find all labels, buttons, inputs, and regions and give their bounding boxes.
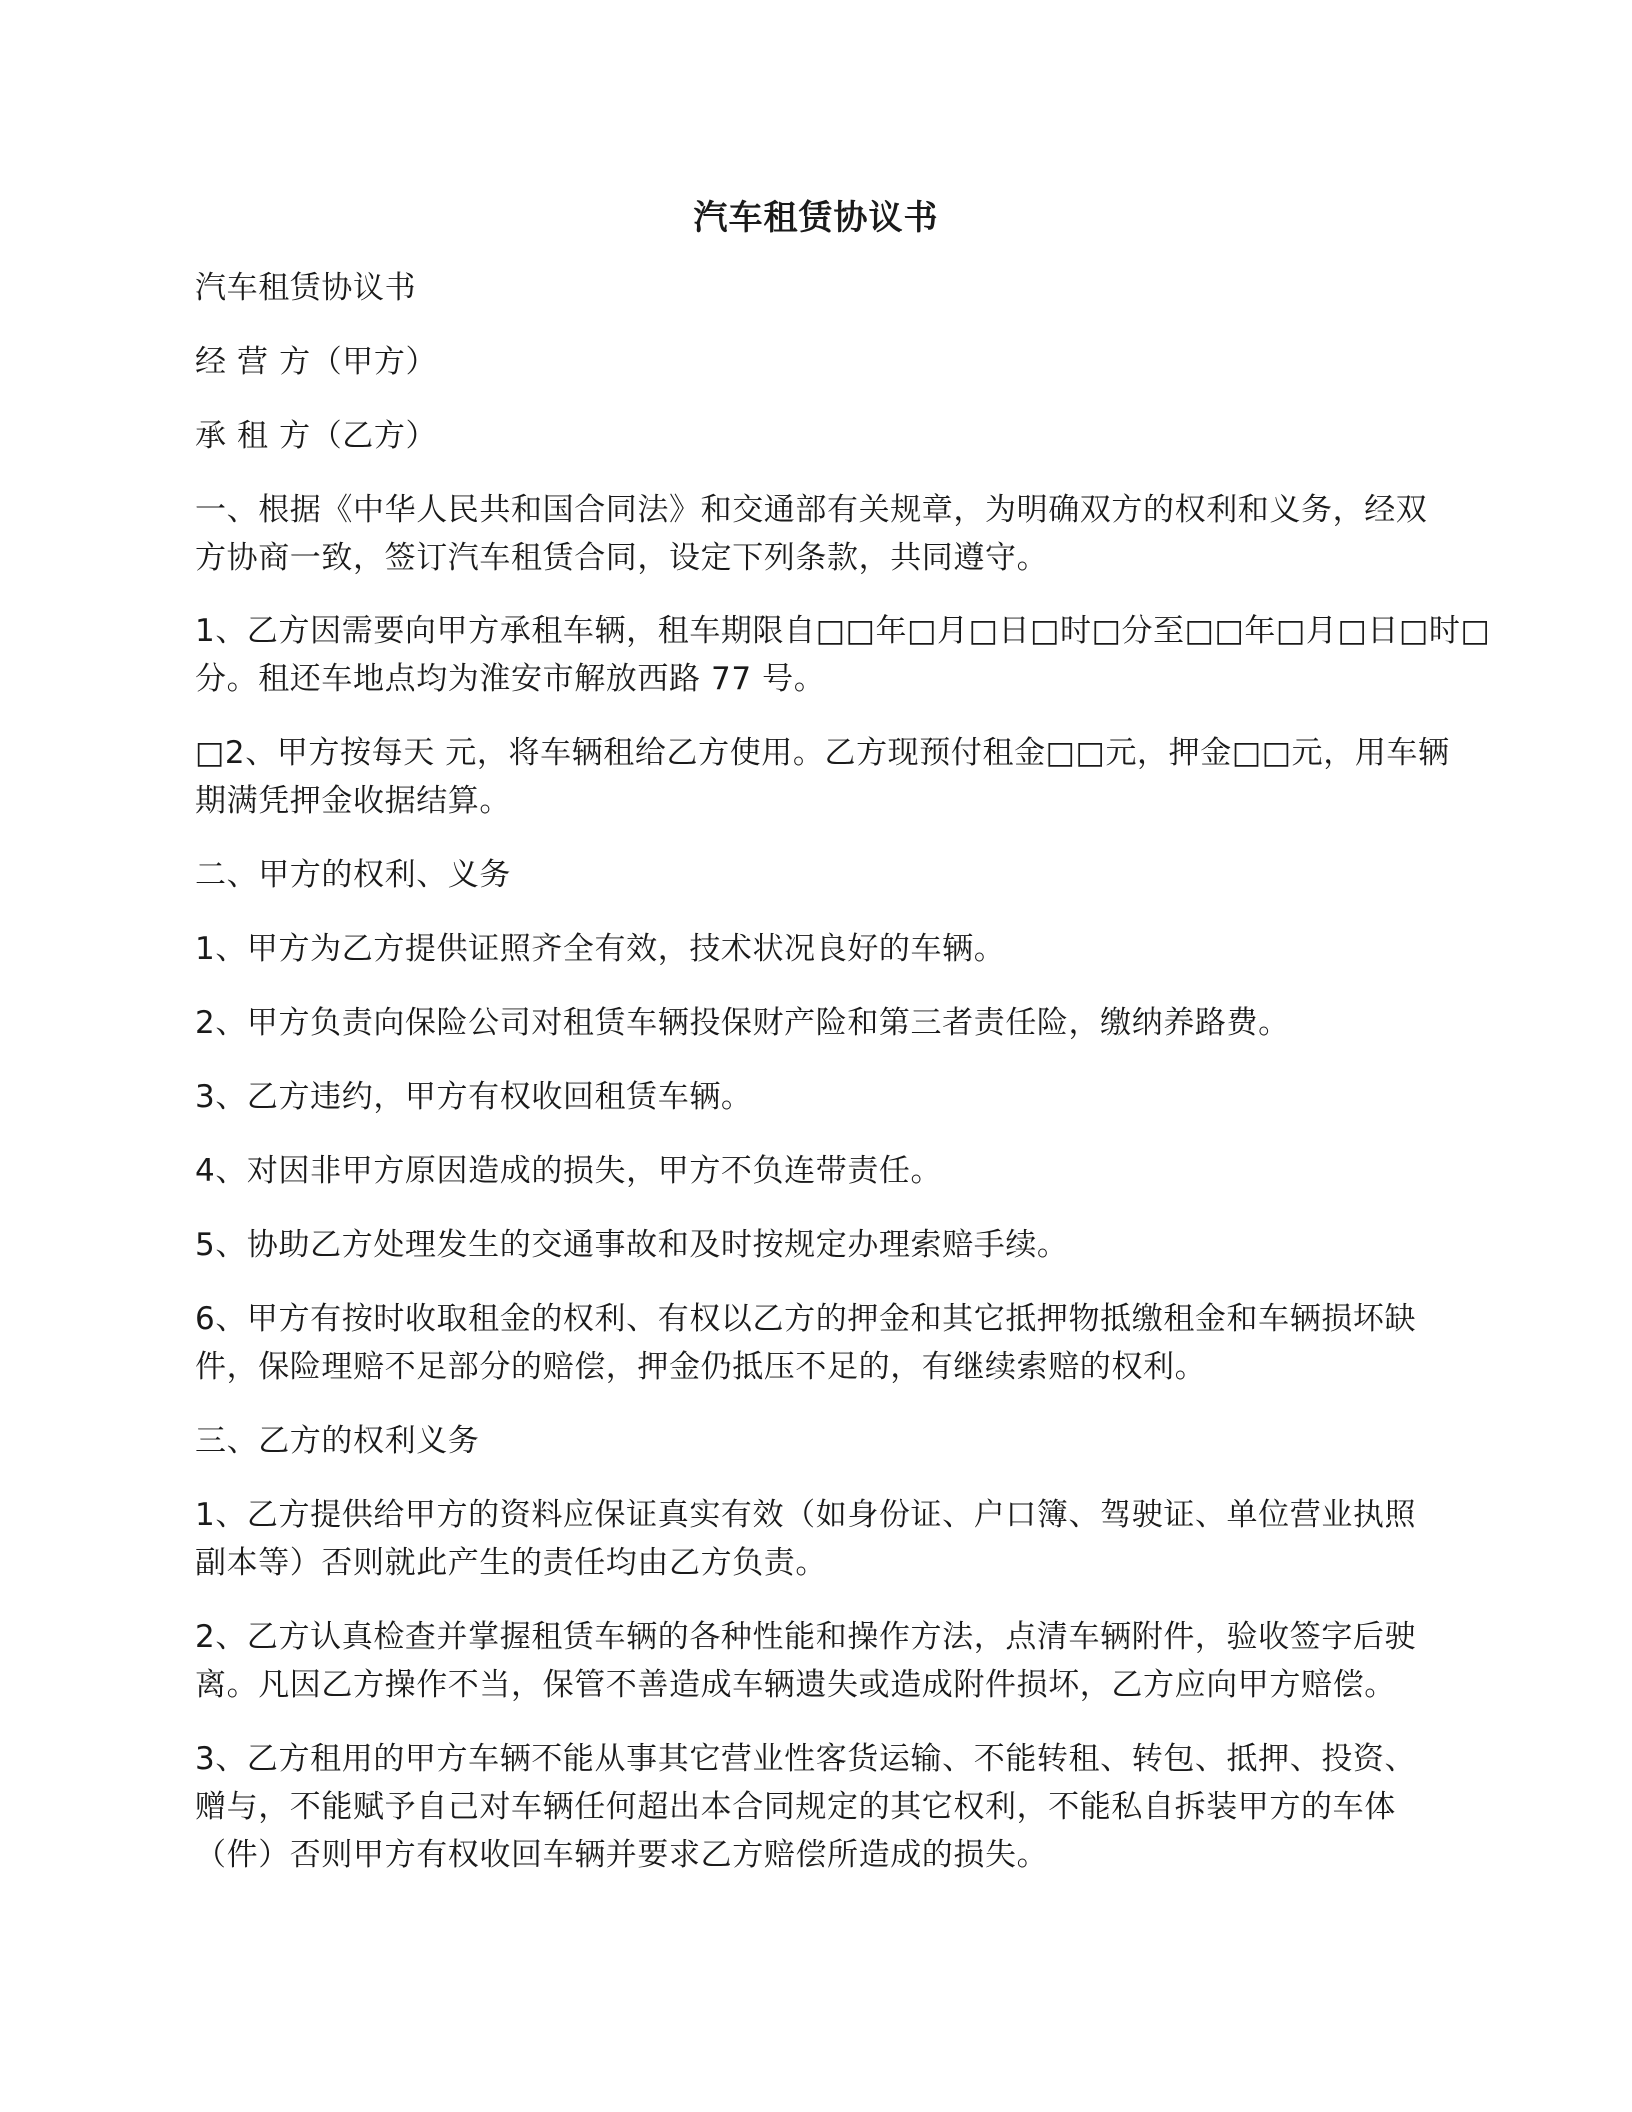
paragraph-line: 3、乙方违约，甲方有权收回租赁车辆。 [195,1079,753,1115]
paragraph-clause-2-5 [195,1221,1445,1269]
paragraph-line: 3、乙方租用的甲方车辆不能从事其它营业性客货运输、不能转租、转包、抵押、投资、 [195,1741,1417,1777]
paragraph-line: 6、甲方有按时收取租金的权利、有权以乙方的押金和其它抵押物抵缴租金和车辆损坏缺 [195,1301,1417,1337]
paragraph-line: 赠与，不能赋予自己对车辆任何超出本合同规定的其它权利，不能私自拆装甲方的车体 [195,1789,1396,1825]
paragraph-line: 一、根据《中华人民共和国合同法》和交通部有关规章，为明确双方的权利和义务，经双 [195,492,1428,528]
paragraph-clause-2-4 [195,1147,1445,1195]
paragraph-clause-2-2 [195,999,1445,1047]
paragraph-line: 方协商一致，签订汽车租赁合同，设定下列条款，共同遵守。 [195,540,1049,576]
paragraph-line: 2、甲方负责向保险公司对租赁车辆投保财产险和第三者责任险，缴纳养路费。 [195,1005,1290,1041]
paragraph-section-3 [195,1417,1445,1465]
paragraph-line: 2、乙方认真检查并掌握租赁车辆的各种性能和操作方法，点清车辆附件，验收签字后驶 [195,1619,1417,1655]
paragraph-line: 5、协助乙方处理发生的交通事故和及时按规定办理索赔手续。 [195,1227,1069,1263]
paragraph-clause-1-2 [195,729,1450,825]
paragraph-clause-3-1 [195,1491,1445,1587]
paragraph-line: 1、甲方为乙方提供证照齐全有效，技术状况良好的车辆。 [195,931,1006,967]
paragraph-clause-1-1 [195,607,1491,703]
paragraph-heading-repeat [195,264,1445,312]
paragraph-line: 1、乙方因需要向甲方承租车辆，租车期限自□□年□月□日□时□分至□□年□月□日□时□ [195,613,1491,649]
paragraph-line: 4、对因非甲方原因造成的损失，甲方不负连带责任。 [195,1153,943,1189]
paragraph-line: 分。租还车地点均为淮安市解放西路 77 号。 [195,661,826,697]
paragraph-party-b [195,412,1445,460]
paragraph-section-2 [195,851,1445,899]
paragraph-party-a [195,338,1445,386]
paragraph-clause-2-3 [195,1073,1445,1121]
paragraph-line: 承 租 方（乙方） [195,418,438,454]
paragraph-line: 1、乙方提供给甲方的资料应保证真实有效（如身份证、户口簿、驾驶证、单位营业执照 [195,1497,1417,1533]
paragraph-section-1 [195,486,1445,582]
paragraph-line: □2、甲方按每天 元，将车辆租给乙方使用。乙方现预付租金□□元，押金□□元，用车辆 [195,735,1450,771]
paragraph-clause-2-6 [195,1295,1445,1391]
paragraph-line: 离。凡因乙方操作不当，保管不善造成车辆遗失或造成附件损坏，乙方应向甲方赔偿。 [195,1667,1396,1703]
paragraph-line: 件，保险理赔不足部分的赔偿，押金仍抵压不足的，有继续索赔的权利。 [195,1349,1207,1385]
paragraph-line: 期满凭押金收据结算。 [195,783,511,819]
document-title: 汽车租赁协议书 [693,198,939,238]
paragraph-clause-2-1 [195,925,1445,973]
paragraph-line: 汽车租赁协议书 [195,270,417,306]
paragraph-clause-3-2 [195,1613,1445,1709]
paragraph-line: 二、甲方的权利、义务 [195,857,511,893]
paragraph-line: 副本等）否则就此产生的责任均由乙方负责。 [195,1545,827,1581]
paragraph-line: 经 营 方（甲方） [195,344,438,380]
paragraph-line: （件）否则甲方有权收回车辆并要求乙方赔偿所造成的损失。 [195,1837,1049,1873]
paragraph-clause-3-3 [195,1735,1445,1879]
paragraph-line: 三、乙方的权利义务 [195,1423,480,1459]
